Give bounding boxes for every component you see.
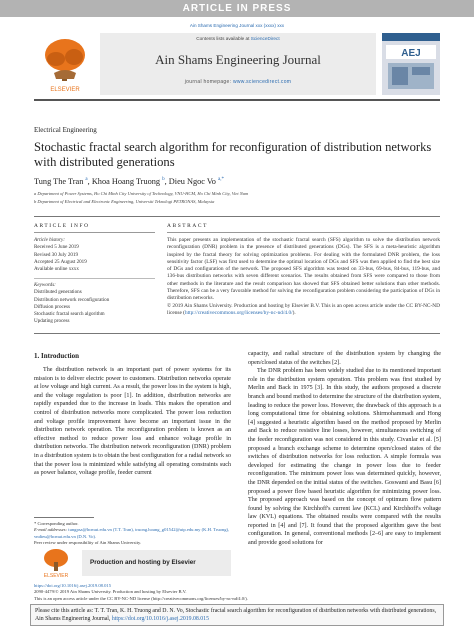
abstract-text: This paper presents an implementation of the stochastic fractal search (SFS) algorithm to solve the distribution network reconfiguration (DNR) problem in the presence of distributed generations (DGs). The SFS is a meta-heuristic algorithm inspired by the fractal theory for solving optimization problems. For dealing with the formulated DNR problem, the loss sensitivity factor (LSF) was first used to determine the optimal location of DGs and SFS was then applied to find the best size of DGs and configuration of the network. The proposed SFS algorithm was tested on 33-bus, 69-bus, 84-bus, 119-bus, and 136-bus distribution networks with seven different scenarios. The results obtained from SFS were compared to those from other methods in the literature and the result comparison has showed that SFS obtained better solutions than other methods. Therefore, SFS can be a very favorable method for solving the reconfiguration problem considering the participation of DGs in distribution networks.	[167, 237, 440, 302]
license-link[interactable]: http://creativecommons.org/licenses/by-nc-nd/4.0/	[184, 309, 293, 316]
intro-paragraph: capacity, and radial structure of the distribution system by changing the open/closed status of the switches [2].	[248, 351, 441, 366]
hosted-logo-word: ELSEVIER	[43, 573, 69, 579]
bottom-meta	[34, 583, 248, 602]
intro-paragraph: The DNR problem has been widely studied due to its mentioned important role in the distribution system operation. This problem was first studied by Merlin and Back in 1975 [3]. In this study, the authors proposed a discrete branch and bound method to determine the structure of the distribution system, leading to reduce the power loss. However, the drawback of this approach is a long computational time for obtaining solutions. Shirmohammadi and Hong [4] suggested a heuristic algorithm based on the method proposed by Merlin and Back to reduce resistive line losses, however, simultaneous switching of the feeder reconfiguration was not considered in this study. Civanlar et al. [5] proposed a branch exchange scheme to determine open/closed states of the switches of distribution networks for loss reduction. A simple formula was developed for estimating the change in power loss due to feeder reconfiguration. The minimum power loss was determined quickly, however, the DNR depended on the initial status of the switches. Goswami and Basu [6] proposed a power flow based heuristic algorithm for minimizing power loss. The proposed approach was based on the concept of optimum flow pattern found by solving the Kirchhoff's current law (KCL) and Kirchhoff's voltage law (KVL) equations. The obtained results were compared with the results reported in [4] and [7]. It found that the proposed algorithm gave the best configuration. In general, conventional methods [2–6] are easy to implement and provide good solutions for	[248, 368, 441, 547]
section-heading-introduction: 1. Introduction	[34, 352, 79, 360]
meta-divider	[34, 216, 440, 217]
author-name[interactable]: Tung The Tran	[34, 177, 84, 186]
sciencedirect-link[interactable]: ScienceDirect	[250, 36, 280, 41]
email-addresses	[34, 527, 234, 540]
keywords-list	[34, 282, 109, 326]
contents-available-line	[100, 36, 376, 41]
hosted-by-box	[34, 547, 231, 579]
intro-left-column: The distribution network is an important part of power systems for its mission is to deliver electric power to customers. Distribution networks operate at low voltage and high current. As a result, the power loss in the system is high, and the voltage regulation is poor [1]. In addition, distribution networks are rapidly expanded due to the increase in loads. This makes the operation and control of distribution networks more complicated. The power loss reduction and voltage profile improvement have become an important issue in the distribution network operation. The reconfiguration problem is known as an effective method to reduce power loss and enhance voltage profile in distribution networks. The distribution network reconfiguration (DNR) problem in a distribution system is to obtain the best configuration for a radial network so that the power loss is minimized while satisfying all operating constraints such as power balance, voltage profile, feeder current	[34, 367, 231, 477]
email-links[interactable]: tungpsa@hcmut.edu.vn (T.T. Tran), truong.hoang_g01542@utp.edu.my (K.H. Truong), vndieu@hcmut.edu.vn (D.N. Vo).	[34, 527, 230, 539]
intro-right-column	[248, 350, 441, 548]
keyword: Stochastic fractal search algorithm	[34, 311, 105, 318]
keyword: Distribution network reconfiguration	[34, 296, 110, 303]
author-affiliation-mark[interactable]: b	[162, 177, 165, 183]
keyword: Updating process	[34, 318, 70, 325]
journal-homepage-line	[100, 79, 376, 85]
article-in-press-banner: ARTICLE IN PRESS	[0, 0, 474, 17]
citation-box	[30, 604, 444, 626]
author-affiliation-mark[interactable]: a	[85, 177, 88, 183]
journal-header	[34, 33, 440, 95]
peer-review-note: Peer review under responsibility of Ain Shams University.	[34, 539, 142, 545]
homepage-link[interactable]: www.sciencedirect.com	[232, 79, 292, 85]
abstract-rule	[167, 232, 440, 233]
article-type: Electrical Engineering	[34, 126, 97, 134]
abstract-copyright-end: ).	[292, 309, 296, 316]
citation-doi-link[interactable]: https://doi.org/10.1016/j.asej.2019.08.015	[111, 616, 209, 622]
abstract-body	[167, 237, 440, 317]
author-list: Tung The Tran $^a$, Khoa Hoang Truong $^b$, Dieu Ngoc Vo $^{a,*}$	[34, 177, 225, 186]
author-affiliation-mark[interactable]: a,*	[218, 177, 225, 183]
article-info-rule	[34, 232, 155, 233]
corresponding-author-note: * Corresponding author.	[34, 521, 79, 526]
elsevier-tree-logo	[34, 33, 96, 95]
history-item: Received 5 June 2019	[34, 244, 79, 251]
issn-line: 2090-4479/© 2019 Ain Shams University. Production and hosting by Elsevier B.V.	[34, 589, 187, 595]
journal-reference[interactable]: Ain Shams Engineering Journal xxx (xxxx) xxx	[189, 23, 285, 28]
abstract-copyright: © 2019 Ain Shams University. Production and hosting by Elsevier B.V. This is an open access article under the CC BY-NC-ND license (	[167, 302, 440, 316]
article-title: Stochastic fractal search algorithm for reconfiguration of distribution networks with distributed generations	[34, 140, 432, 169]
keywords-label: Keywords:	[34, 282, 56, 288]
citation-text: Please cite this article as: T. T. Tran, K. H. Truong and D. N. Vo, Stochastic fractal search algorithm for reconfiguration of distribution networks with distributed generations, Ain Shams Engineering Journal,	[35, 608, 437, 622]
history-item: Available online xxxx	[34, 266, 79, 273]
history-item: Accepted 25 August 2019	[34, 258, 87, 265]
history-label: Article history:	[34, 237, 65, 243]
journal-header-center	[100, 33, 376, 95]
homepage-prefix: journal homepage:	[184, 79, 232, 85]
article-history	[34, 237, 87, 273]
cover-text: AEJ	[401, 48, 421, 59]
contents-prefix: Contents lists available at	[196, 36, 250, 41]
journal-cover-thumbnail	[382, 33, 440, 95]
footnotes	[34, 521, 234, 546]
open-access-line: This is an open access article under the CC BY-NC-ND license (http://creativecommons.org/licenses/by-nc-nd/4.0/).	[34, 595, 248, 601]
journal-title: Ain Shams Engineering Journal	[155, 52, 321, 67]
header-divider	[34, 99, 440, 101]
abstract-bottom-divider	[34, 333, 440, 334]
keyword: Diffusion process	[34, 303, 70, 310]
affiliation-b: b Department of Electrical and Electronic Engineering, Universiti Teknologi PETRONAS, Malaysia	[34, 199, 215, 204]
article-info-heading: ARTICLE INFO	[34, 223, 90, 229]
author-name[interactable]: Khoa Hoang Truong	[91, 177, 161, 186]
abstract-heading: ABSTRACT	[167, 223, 208, 229]
elsevier-logo-word: ELSEVIER	[50, 87, 80, 93]
affiliation-a: a Department of Power Systems, Ho Chi Minh City University of Technology, VNU-HCM, Ho Chi Minh City, Viet Nam	[34, 191, 249, 196]
author-name[interactable]: Dieu Ngoc Vo	[168, 177, 216, 186]
keywords-rule	[34, 278, 155, 279]
email-label: E-mail addresses:	[34, 527, 68, 533]
footnote-rule	[34, 517, 94, 518]
production-hosting-text: Production and hosting by Elsevier	[82, 550, 231, 576]
keyword: Distributed generations	[34, 289, 82, 296]
history-item: Revised 30 July 2019	[34, 251, 79, 258]
doi-link[interactable]: https://doi.org/10.1016/j.asej.2019.08.015	[34, 583, 111, 588]
elsevier-small-logo	[34, 547, 78, 579]
